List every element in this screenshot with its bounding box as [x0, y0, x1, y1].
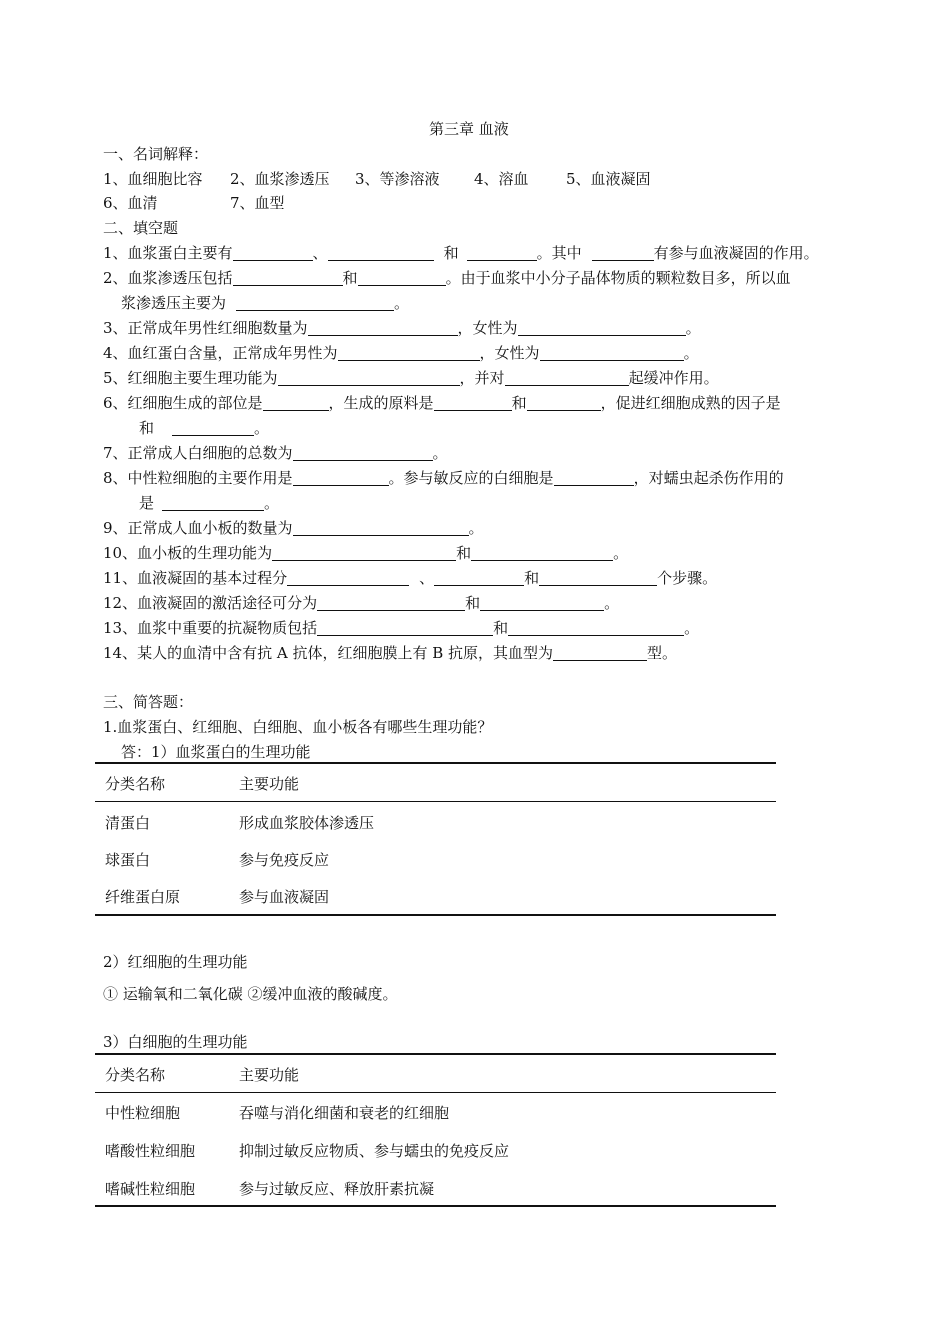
q9-text: 9、正常成人血小板的数量为 — [103, 519, 293, 537]
answer-blank[interactable] — [162, 494, 264, 511]
answer-blank[interactable] — [467, 244, 537, 261]
q12-text: 。 — [604, 594, 620, 612]
term-6: 6、血清 — [103, 194, 158, 212]
answer-blank[interactable] — [317, 619, 493, 636]
table1-row-3-name: 纤维蛋白原 — [105, 888, 181, 906]
q8-text: 是 — [139, 494, 155, 512]
q11-text: 和 — [524, 569, 540, 587]
q5-text: ，并对 — [459, 369, 505, 387]
short-question-1: 1.血浆蛋白、红细胞、白细胞、血小板各有哪些生理功能？ — [103, 718, 493, 736]
q2-text: 浆渗透压主要为 — [121, 294, 227, 312]
q1-text: 、 — [312, 244, 328, 262]
section3-heading: 三、简答题： — [103, 693, 194, 711]
answer-blank[interactable] — [471, 544, 613, 561]
answer-blank[interactable] — [358, 269, 446, 286]
section2-heading: 二、填空题 — [103, 219, 179, 237]
q4-text: ，女性为 — [479, 344, 540, 362]
q6-text: 。 — [254, 419, 270, 437]
q14-text: 型。 — [647, 644, 678, 662]
term-3: 3、等渗溶液 — [355, 170, 440, 188]
answer-blank[interactable] — [539, 569, 657, 586]
answer-blank[interactable] — [293, 444, 433, 461]
q13-text: 13、血浆中重要的抗凝物质包括 — [103, 619, 318, 637]
fill-question-6 — [103, 394, 781, 412]
q2-text: 。由于血浆中小分子晶体物质的颗粒数目多，所以血 — [445, 269, 791, 287]
table2-row-3-name: 嗜碱性粒细胞 — [105, 1180, 196, 1198]
q1-text: 。其中 — [536, 244, 582, 262]
q4-text: 。 — [683, 344, 699, 362]
table1-row-2-function: 参与免疫反应 — [239, 851, 330, 869]
answer-blank[interactable] — [540, 344, 684, 361]
fill-question-13 — [103, 619, 699, 637]
answer-blank[interactable] — [505, 369, 629, 386]
answer-blank[interactable] — [293, 469, 389, 486]
term-7: 7、血型 — [230, 194, 285, 212]
table1-top-rule — [95, 762, 776, 764]
answer-blank[interactable] — [233, 269, 343, 286]
table2-row-1-name: 中性粒细胞 — [105, 1104, 181, 1122]
q4-text: 4、血红蛋白含量，正常成年男性为 — [103, 344, 338, 362]
table1-header-rule — [95, 801, 776, 802]
q11-text: 11、血液凝固的基本过程分 — [103, 569, 288, 587]
q11-text: 、 — [419, 569, 435, 587]
table2-header-rule — [95, 1092, 776, 1093]
answer-blank[interactable] — [293, 519, 469, 536]
term-1: 1、血细胞比容 — [103, 170, 203, 188]
table2-bottom-rule — [95, 1205, 776, 1207]
answer-blank[interactable] — [263, 394, 329, 411]
fill-question-7 — [103, 444, 448, 462]
rbc-heading: 2）红细胞的生理功能 — [103, 953, 248, 971]
answer-blank[interactable] — [592, 244, 654, 261]
table2-row-2-function: 抑制过敏反应物质、参与蠕虫的免疫反应 — [239, 1142, 510, 1160]
fill-question-8 — [103, 469, 784, 487]
page-title: 第三章 血液 — [429, 120, 509, 138]
term-2: 2、血浆渗透压 — [230, 170, 330, 188]
table2-row-3-function: 参与过敏反应、释放肝素抗凝 — [239, 1180, 435, 1198]
q3-text: 。 — [685, 319, 701, 337]
q12-text: 和 — [465, 594, 481, 612]
answer-blank[interactable] — [278, 369, 460, 386]
q13-text: 和 — [493, 619, 509, 637]
answer-blank[interactable] — [434, 569, 524, 586]
answer-blank[interactable] — [527, 394, 601, 411]
table2-header-name: 分类名称 — [105, 1066, 166, 1084]
q13-text: 。 — [684, 619, 700, 637]
wbc-heading: 3）白细胞的生理功能 — [103, 1033, 248, 1051]
q9-text: 。 — [468, 519, 484, 537]
q1-text: 1、血浆蛋白主要有 — [103, 244, 233, 262]
answer-blank[interactable] — [553, 644, 647, 661]
table1-row-1-name: 清蛋白 — [105, 814, 151, 832]
answer-blank[interactable] — [554, 469, 634, 486]
table2-header-function: 主要功能 — [239, 1066, 300, 1084]
q6-text: ，生成的原料是 — [328, 394, 434, 412]
answer-blank[interactable] — [328, 244, 434, 261]
q3-text: ，女性为 — [457, 319, 518, 337]
fill-question-2 — [103, 269, 791, 287]
q10-text: 10、血小板的生理功能为 — [103, 544, 273, 562]
fill-question-14 — [103, 644, 677, 662]
answer-blank[interactable] — [172, 419, 254, 436]
answer-blank[interactable] — [233, 244, 313, 261]
q10-text: 和 — [456, 544, 472, 562]
table2-row-1-function: 吞噬与消化细菌和衰老的红细胞 — [239, 1104, 450, 1122]
fill-question-11 — [103, 569, 717, 587]
fill-question-1 — [103, 244, 819, 262]
q6-text: 6、红细胞生成的部位是 — [103, 394, 263, 412]
q6-text: 和 — [511, 394, 527, 412]
answer-blank[interactable] — [317, 594, 465, 611]
q1-text: 有参与血液凝固的作用。 — [653, 244, 819, 262]
table1-header-function: 主要功能 — [239, 775, 300, 793]
answer-blank[interactable] — [508, 619, 684, 636]
q6-text: ，促进红细胞成熟的因子是 — [600, 394, 781, 412]
q11-text: 个步骤。 — [657, 569, 718, 587]
rbc-text: ① 运输氧和二氧化碳 ②缓冲血液的酸碱度。 — [103, 985, 398, 1003]
table1-bottom-rule — [95, 914, 776, 916]
fill-question-5 — [103, 369, 719, 387]
q12-text: 12、血液凝固的激活途径可分为 — [103, 594, 318, 612]
section1-heading: 一、名词解释： — [103, 145, 209, 163]
q8-text: 。 — [264, 494, 280, 512]
fill-question-12 — [103, 594, 619, 612]
table2-row-2-name: 嗜酸性粒细胞 — [105, 1142, 196, 1160]
q5-text: 起缓冲作用。 — [628, 369, 719, 387]
q2-text: 。 — [394, 294, 410, 312]
term-5: 5、血液凝固 — [566, 170, 651, 188]
table1-header-name: 分类名称 — [105, 775, 166, 793]
q10-text: 。 — [613, 544, 629, 562]
q8-text: 8、中性粒细胞的主要作用是 — [103, 469, 293, 487]
table1-row-1-function: 形成血浆胶体渗透压 — [239, 814, 375, 832]
answer-blank[interactable] — [434, 394, 512, 411]
answer-blank[interactable] — [272, 544, 456, 561]
term-4: 4、溶血 — [474, 170, 529, 188]
fill-question-10 — [103, 544, 628, 562]
table1-row-3-function: 参与血液凝固 — [239, 888, 330, 906]
q5-text: 5、红细胞主要生理功能为 — [103, 369, 278, 387]
answer-blank[interactable] — [236, 294, 394, 311]
q2-text: 和 — [342, 269, 358, 287]
fill-question-2-cont — [121, 294, 409, 312]
table2-top-rule — [95, 1053, 776, 1055]
fill-question-4 — [103, 344, 699, 362]
q8-text: 。参与敏反应的白细胞是 — [388, 469, 554, 487]
answer-blank[interactable] — [287, 569, 409, 586]
q2-text: 2、血浆渗透压包括 — [103, 269, 233, 287]
q7-text: 。 — [432, 444, 448, 462]
table1-row-2-name: 球蛋白 — [105, 851, 151, 869]
answer-blank[interactable] — [480, 594, 604, 611]
fill-question-9 — [103, 519, 484, 537]
fill-question-6-cont — [139, 419, 269, 437]
fill-question-3 — [103, 319, 701, 337]
q8-text: ，对蠕虫起杀伤作用的 — [633, 469, 784, 487]
answer-blank[interactable] — [338, 344, 480, 361]
q3-text: 3、正常成年男性红细胞数量为 — [103, 319, 308, 337]
q6-text: 和 — [139, 419, 155, 437]
q14-text: 14、某人的血清中含有抗 A 抗体，红细胞膜上有 B 抗原，其血型为 — [103, 644, 554, 662]
fill-question-8-cont — [139, 494, 279, 512]
answer-blank[interactable] — [518, 319, 686, 336]
q7-text: 7、正常成人白细胞的总数为 — [103, 444, 293, 462]
q1-text: 和 — [443, 244, 459, 262]
answer-blank[interactable] — [308, 319, 458, 336]
answer-intro: 答：1）血浆蛋白的生理功能 — [121, 743, 311, 761]
